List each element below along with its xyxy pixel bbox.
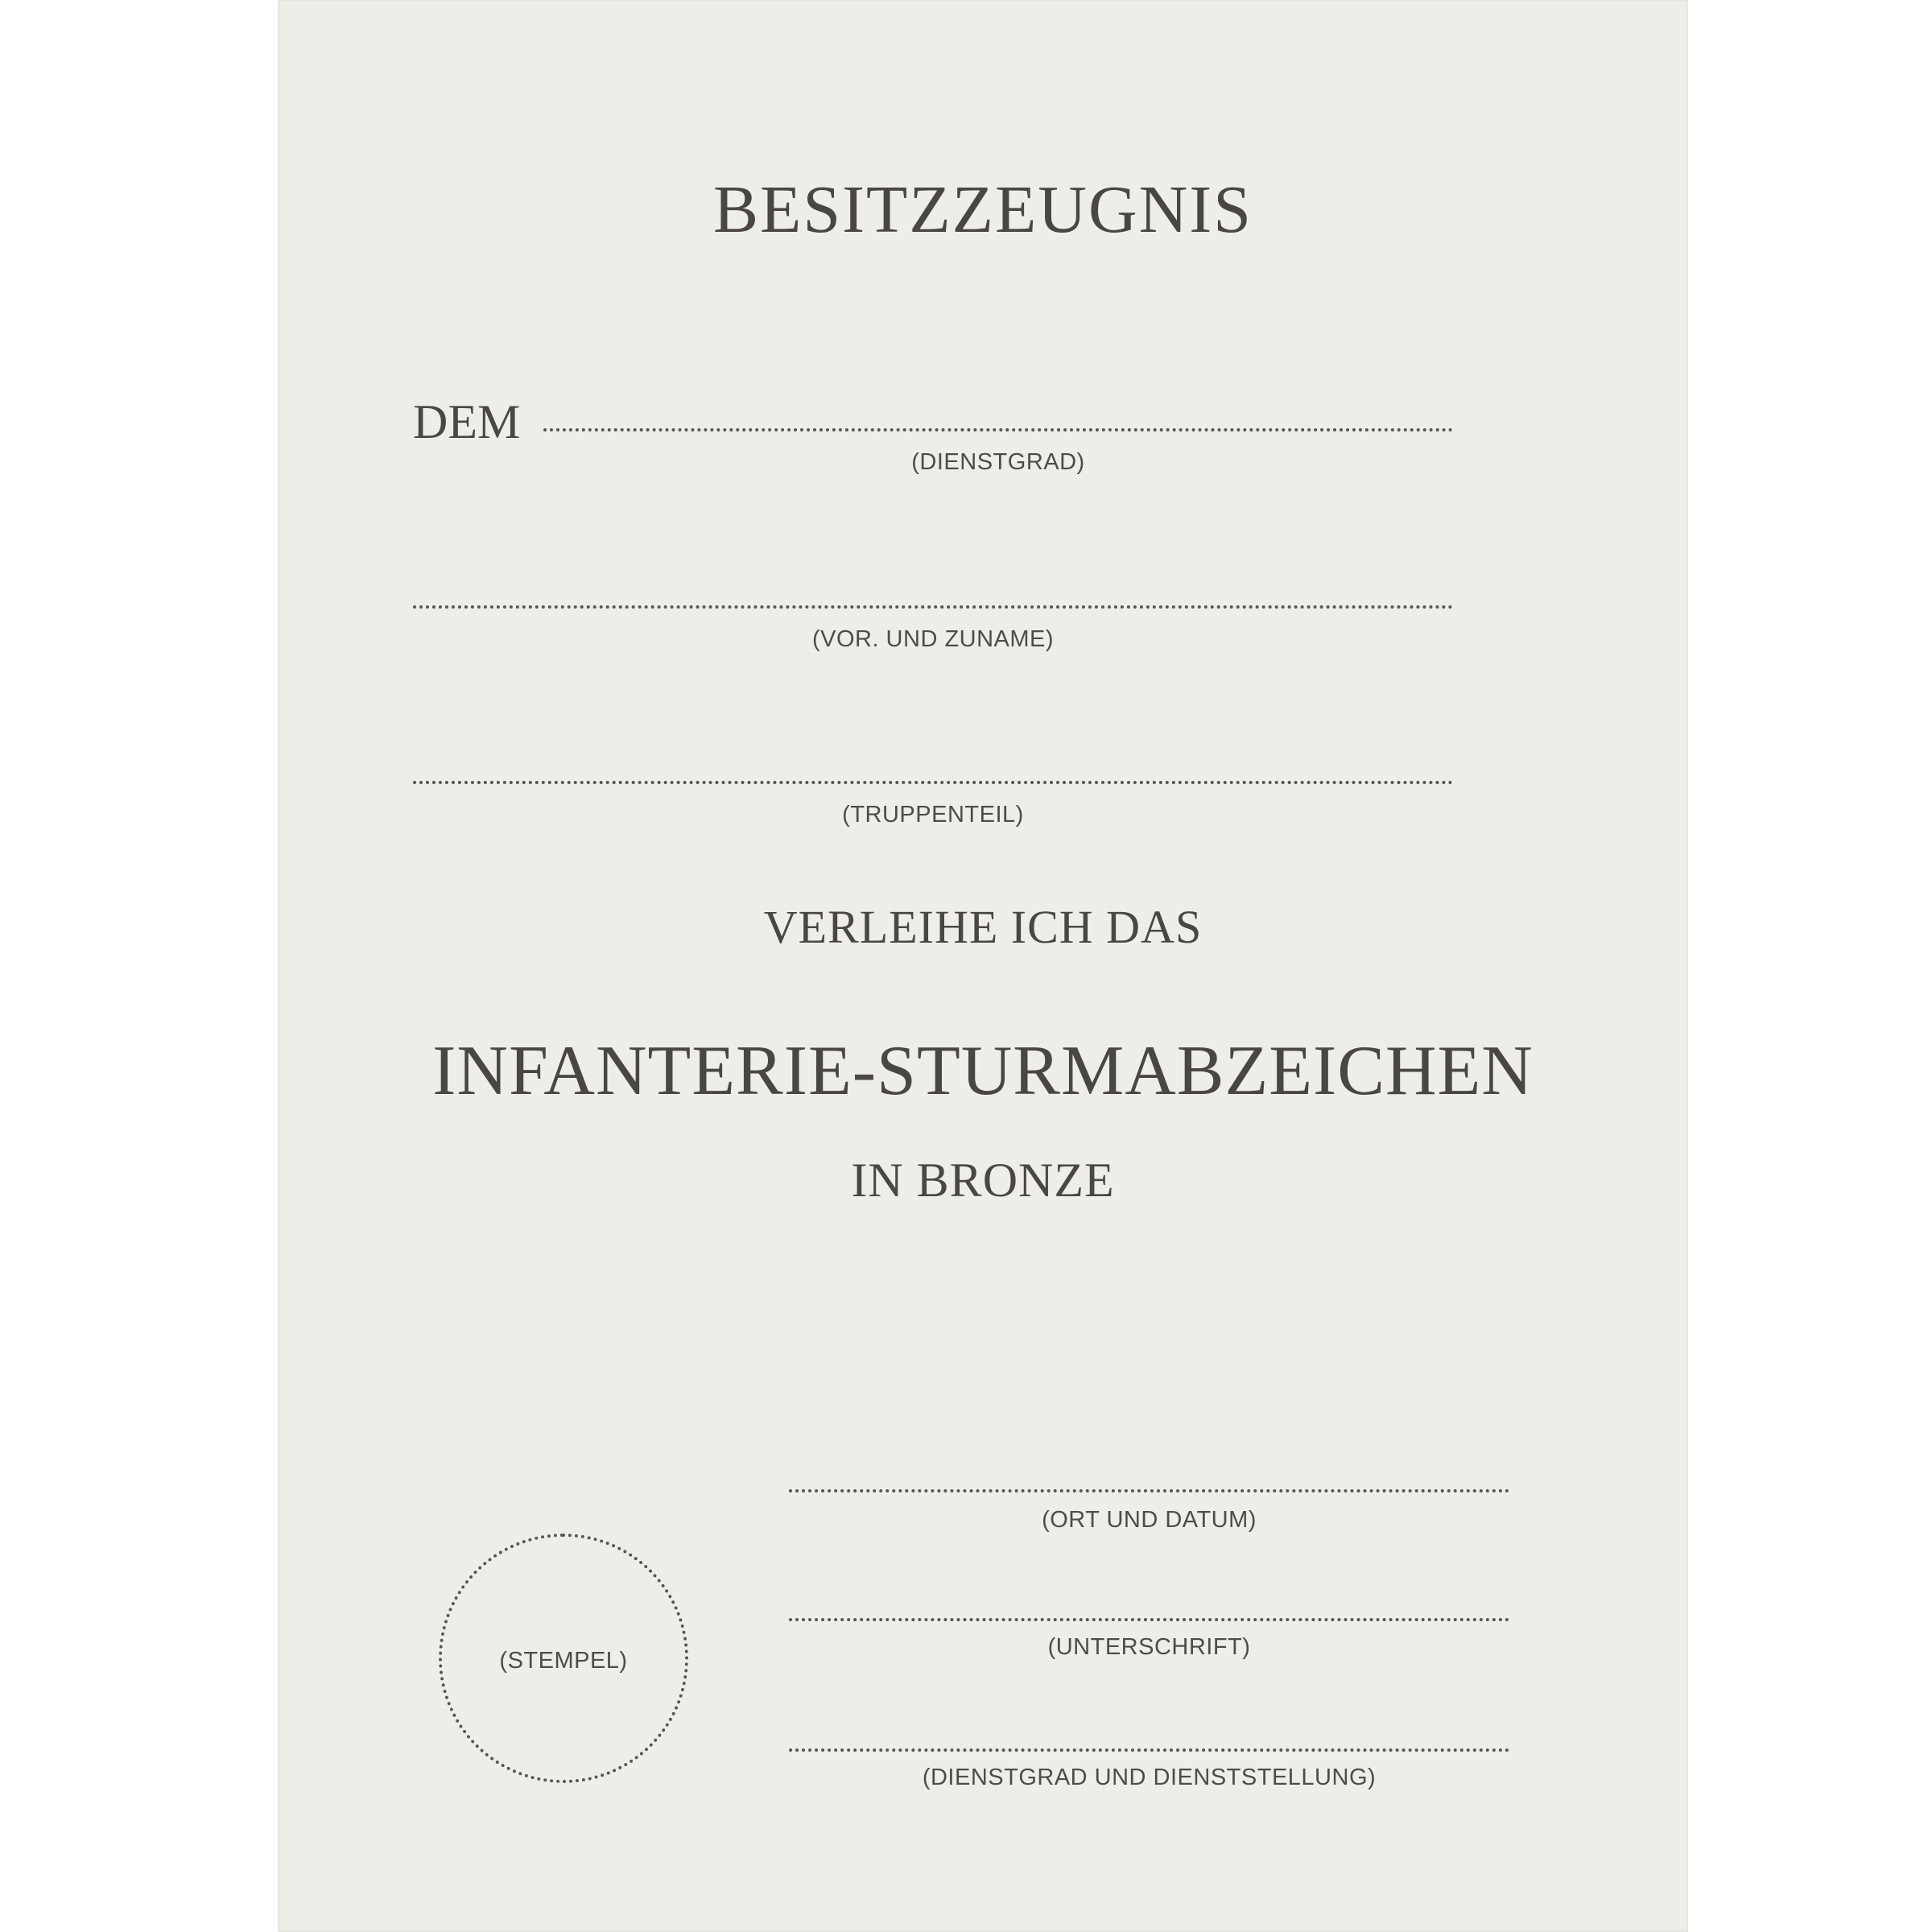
name-entry-line[interactable] [413,605,1453,609]
rank-caption: (DIENSTGRAD) [911,449,1085,475]
unit-entry-line[interactable] [413,781,1453,784]
document-title: BESITZZEUGNIS [713,172,1253,247]
award-name: INFANTERIE-STURMABZEICHEN [432,1032,1534,1110]
rank-position-entry-line[interactable] [789,1748,1509,1752]
unit-caption: (TRUPPENTEIL) [842,802,1024,828]
certificate-document [278,0,1688,1932]
signature-caption: (UNTERSCHRIFT) [1047,1634,1251,1660]
name-caption: (VOR. UND ZUNAME) [811,626,1055,652]
rank-position-caption: (DIENSTGRAD UND DIENSTSTELLUNG) [922,1765,1377,1790]
signature-entry-line[interactable] [789,1618,1509,1621]
stamp-label: (STEMPEL) [499,1648,628,1674]
place-date-entry-line[interactable] [789,1489,1509,1492]
place-date-caption: (ORT UND DATUM) [1042,1507,1257,1533]
recipient-prefix: DEM [413,395,521,448]
stamp-circle [439,1534,688,1783]
award-grade: IN BRONZE [851,1154,1115,1207]
rank-entry-line[interactable] [543,428,1453,431]
award-phrase: VERLEIHE ICH DAS [763,901,1203,953]
